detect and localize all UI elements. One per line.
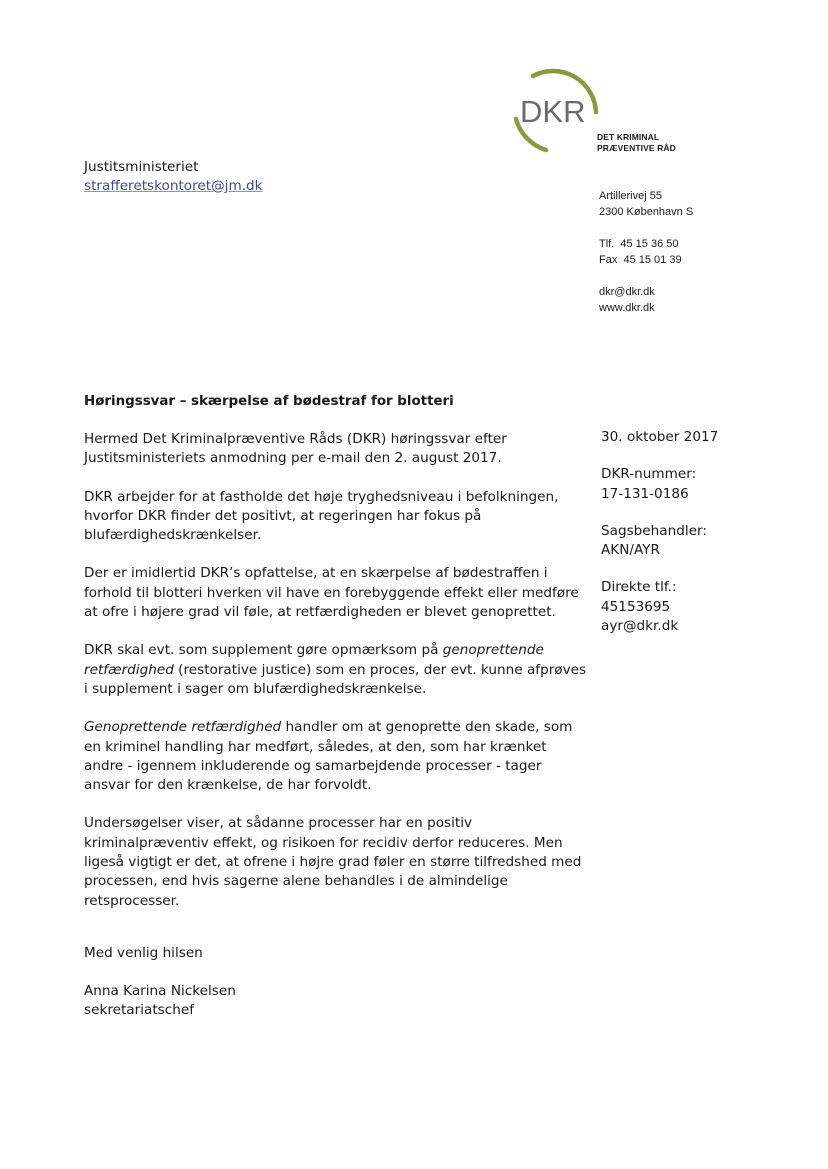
meta-dkr-number-label: DKR-nummer:	[601, 466, 697, 483]
p4-text-b: (restorative justice) som en proces, der evt. kunne afprøves i supplement i sager om blufærdighedskrænkelse.	[84, 661, 587, 697]
signature-block	[84, 982, 236, 1021]
logo-subtitle-line2: PRÆVENTIVE RÅD	[597, 143, 676, 153]
sender-phone: Tlf. 45 15 36 50	[599, 238, 679, 250]
logo-subtitle-line1: DET KRIMINAL	[597, 132, 660, 142]
sender-email: dkr@dkr.dk	[599, 286, 655, 298]
meta-handler-value: AKN/AYR	[601, 542, 660, 559]
sender-phones	[599, 236, 682, 268]
meta-direct-phone-label: Direkte tlf.:	[601, 579, 677, 596]
body-paragraph-3: Der er imidlertid DKR’s opfattelse, at en skærpelse af bødestraffen i forhold til blotteri hverken vil have en forebyggende effekt eller medføre at ofre i højere grad vil føle, at retfærdigheden er blevet genoprettet.	[84, 565, 579, 621]
body-paragraph-6: Undersøgelser viser, at sådanne processer har en positiv kriminalpræventiv effekt, og risikoen for recidiv derfor reduceres. Men ligeså vigtigt er det, at ofrene i højre grad føler en større tilfredshed med processen, end hvis sagerne alene behandles i de almindelige retsprocesser.	[84, 815, 582, 909]
p4-text-a: DKR skal evt. som supplement gøre opmærksom på	[84, 642, 443, 659]
body-paragraph-5	[84, 718, 590, 795]
meta-direct-email: ayr@dkr.dk	[601, 618, 679, 635]
letter-body	[84, 430, 590, 930]
p5-text-b: handler om at genoprette den skade, som en kriminel handling har medført, således, at den, som har krænket andre - igennem inkluderende og samarbejdende processer - tager ansvar for den krænkelse, de har forvoldt.	[84, 719, 573, 794]
letter-meta	[601, 428, 718, 654]
sender-street: Artillerivej 55	[599, 190, 662, 202]
sender-online	[599, 284, 655, 316]
body-paragraph-4	[84, 641, 590, 699]
letter-subject: Høringssvar – skærpelse af bødestraf for blotteri	[84, 394, 454, 409]
meta-dkr-number-value: 17-131-0186	[601, 485, 689, 502]
recipient-name: Justitsministeriet	[84, 159, 199, 175]
meta-direct-phone: 45153695	[601, 598, 671, 615]
logo-subtitle	[597, 132, 676, 154]
recipient-block	[84, 158, 263, 196]
p4-emphasis: genoprettende retfærdighed	[84, 642, 544, 678]
body-paragraph-2: DKR arbejder for at fastholde det høje tryghedsniveau i befolkningen, hvorfor DKR finder det positivt, at regeringen har fokus på blufærdighedskrænkelser.	[84, 488, 559, 544]
sender-address	[599, 188, 693, 220]
sender-web: www.dkr.dk	[599, 302, 655, 314]
sender-city: 2300 København S	[599, 206, 694, 218]
signatory-title: sekretariatschef	[84, 1002, 194, 1019]
logo-text: DKR	[520, 94, 586, 129]
meta-date: 30. oktober 2017	[601, 429, 719, 445]
sender-fax: Fax 45 15 01 39	[599, 254, 682, 266]
dkr-logo	[508, 64, 608, 160]
p5-emphasis: Genoprettende retfærdighed	[84, 719, 282, 736]
body-paragraph-1: Hermed Det Kriminalpræventive Råds (DKR) høringssvar efter Justitsministeriets anmodning per e-mail den 2. august 2017.	[84, 431, 507, 467]
recipient-email-link[interactable]: strafferetskontoret@jm.dk	[84, 178, 263, 194]
meta-handler-label: Sagsbehandler:	[601, 522, 707, 539]
meta-handler	[601, 522, 718, 561]
meta-direct-contact	[601, 578, 718, 636]
closing-greeting: Med venlig hilsen	[84, 945, 203, 961]
signatory-name: Anna Karina Nickelsen	[84, 983, 236, 999]
meta-dkr-number	[601, 465, 718, 504]
